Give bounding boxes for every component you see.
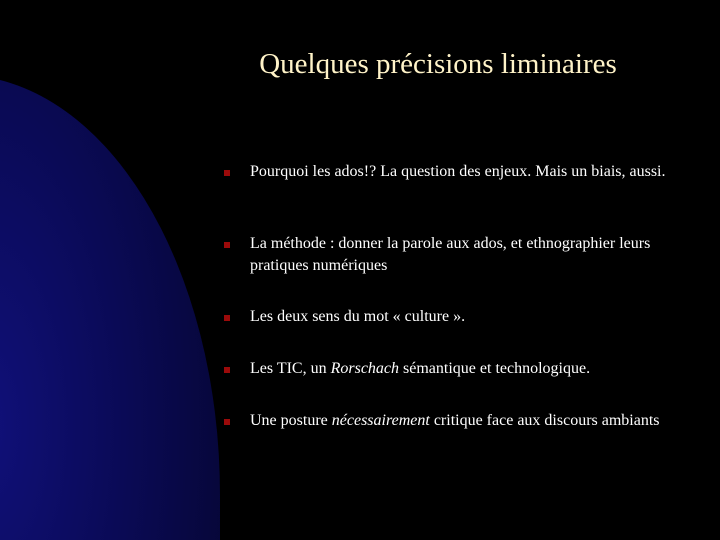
slide-title: Quelques précisions liminaires bbox=[259, 48, 617, 80]
bullet-text-run: Pourquoi les ados!? La question des enjeux. Mais un biais, aussi. bbox=[250, 163, 666, 180]
bullet-square-icon bbox=[224, 315, 230, 321]
bullet-text-run: Les deux sens du mot « culture ». bbox=[250, 308, 466, 325]
bullet-text-run: Une posture bbox=[250, 412, 332, 429]
bullet-text bbox=[250, 410, 670, 432]
bullet-square-icon bbox=[224, 242, 230, 248]
bullet-text-run: critique face aux discours ambiants bbox=[429, 412, 660, 429]
bullet-text-run: sémantique et technologique. bbox=[399, 360, 591, 377]
bullet-text bbox=[250, 358, 670, 380]
bullet-square-icon bbox=[224, 419, 230, 425]
bullet-square-icon bbox=[224, 170, 230, 176]
bullet-square-icon bbox=[224, 367, 230, 373]
bullet-text-run: La méthode : donner la parole aux ados, et ethnographier leurs pratiques numériques bbox=[250, 235, 651, 274]
bullet-text-run: Les TIC, un bbox=[250, 360, 331, 377]
bullet-text-italic-run: nécessairement bbox=[331, 412, 430, 429]
bullet-text bbox=[250, 233, 670, 277]
bullet-text-italic-run: Rorschach bbox=[330, 360, 400, 377]
bullet-text bbox=[250, 306, 670, 328]
bullet-text bbox=[250, 161, 670, 183]
